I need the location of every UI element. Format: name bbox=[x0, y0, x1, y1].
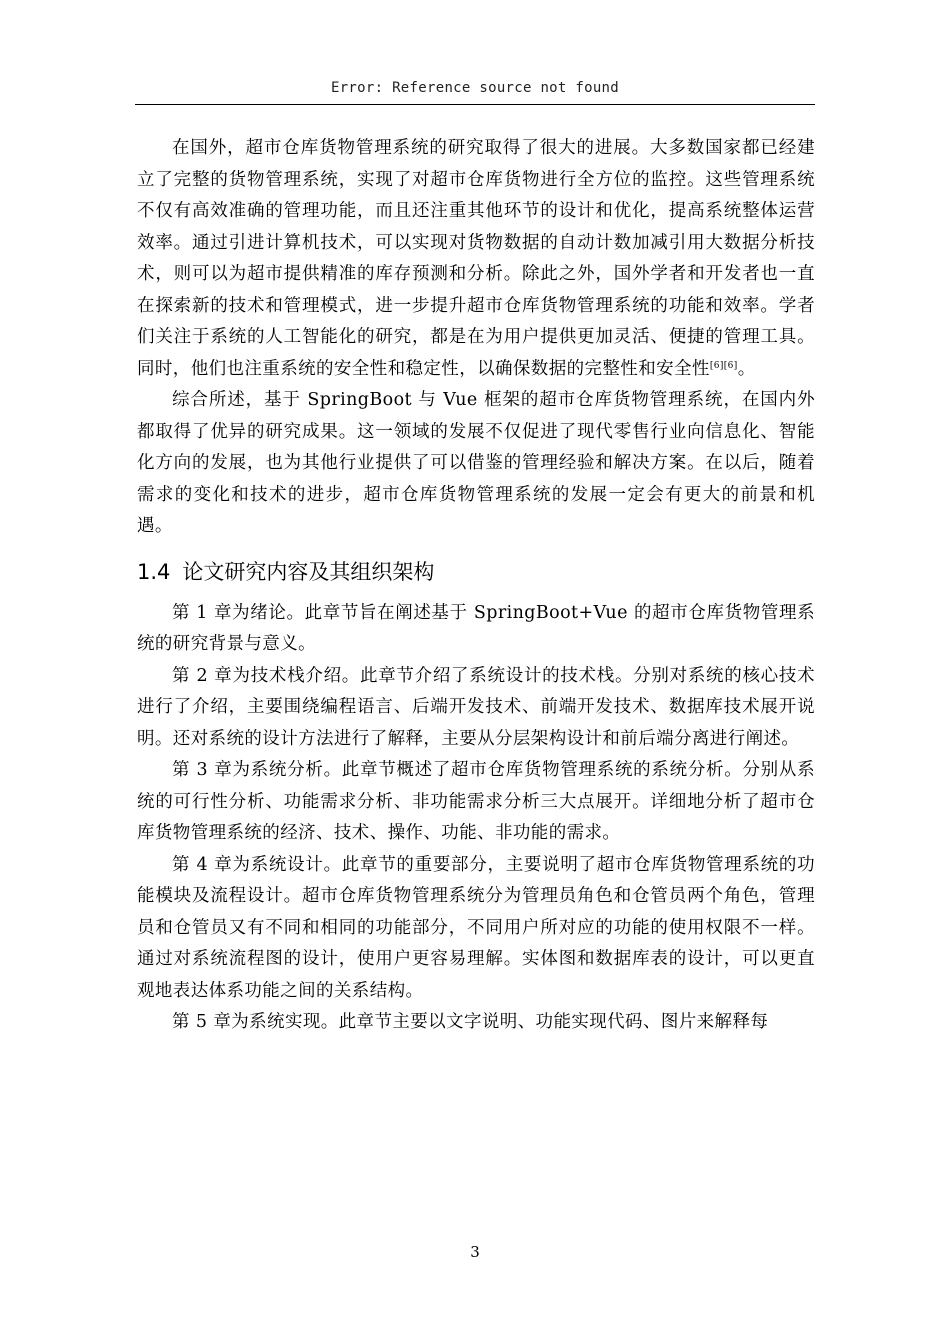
page-number: 3 bbox=[470, 1243, 480, 1261]
section-heading bbox=[137, 556, 815, 588]
running-header: Error: Reference source not found bbox=[330, 80, 620, 96]
paragraph-chapter-1: 第 1 章为绪论。此章节旨在阐述基于 SpringBoot+Vue 的超市仓库货物管理系统的研究背景与意义。 bbox=[137, 602, 815, 654]
citation-reference[interactable]: [6][6] bbox=[709, 360, 738, 371]
paragraph-summary: 综合所述，基于 SpringBoot 与 Vue 框架的超市仓库货物管理系统，在国内外都取得了优异的研究成果。这一领域的发展不仅促进了现代零售行业向信息化、智能化方向的发展，也为其他行业提供了可以借鉴的管理经验和解决方案。在以后，随着需求的变化和技术的进步，超市仓库货物管理系统的发展一定会有更大的前景和机遇。 bbox=[137, 390, 815, 536]
paragraph-chapter-3: 第 3 章为系统分析。此章节概述了超市仓库货物管理系统的系统分析。分别从系统的可行性分析、功能需求分析、非功能需求分析三大点展开。详细地分析了超市仓库货物管理系统的经济、技术、操作、功能、非功能的需求。 bbox=[137, 760, 815, 843]
paragraph-chapter-5: 第 5 章为系统实现。此章节主要以文字说明、功能实现代码、图片来解释每 bbox=[172, 1012, 769, 1032]
paragraph-chapter-4: 第 4 章为系统设计。此章节的重要部分，主要说明了超市仓库货物管理系统的功能模块及流程设计。超市仓库货物管理系统分为管理员角色和仓管员两个角色，管理员和仓管员又有不同和相同的功能部分，不同用户所对应的功能的使用权限不一样。通过对系统流程图的设计，使用户更容易理解。实体图和数据库表的设计，可以更直观地表达体系功能之间的关系结构。 bbox=[137, 854, 815, 1001]
paragraph-foreign-research bbox=[137, 133, 815, 385]
section-title: 论文研究内容及其组织架构 bbox=[182, 559, 435, 584]
header-divider bbox=[135, 104, 815, 105]
section-number: 1.4 bbox=[137, 559, 171, 584]
paragraph-chapter-2: 第 2 章为技术栈介绍。此章节介绍了系统设计的技术栈。分别对系统的核心技术进行了介绍，主要围绕编程语言、后端开发技术、前端开发技术、数据库技术展开说明。还对系统的设计方法进行了解释，主要从分层架构设计和前后端分离进行阐述。 bbox=[137, 665, 815, 749]
paragraph-text: 在国外，超市仓库货物管理系统的研究取得了很大的进展。大多数国家都已经建立了完整的货物管理系统，实现了对超市仓库货物进行全方位的监控。这些管理系统不仅有高效准确的管理功能，而且还注重其他环节的设计和优化，提高系统整体运营效率。通过引进计算机技术，可以实现对货物数据的自动计数加减引用大数据分析技术，则可以为超市提供精准的库存预测和分析。除此之外，国外学者和开发者也一直在探索新的技术和管理模式，进一步提升超市仓库货物管理系统的功能和效率。学者们关注于系统的人工智能化的研究，都是在为用户提供更加灵活、便捷的管理工具。同时，他们也注重系统的安全性和稳定性，以确保数据的完整性和安全性 bbox=[137, 138, 815, 379]
paragraph-suffix: 。 bbox=[737, 358, 756, 379]
page-body bbox=[137, 133, 815, 1039]
